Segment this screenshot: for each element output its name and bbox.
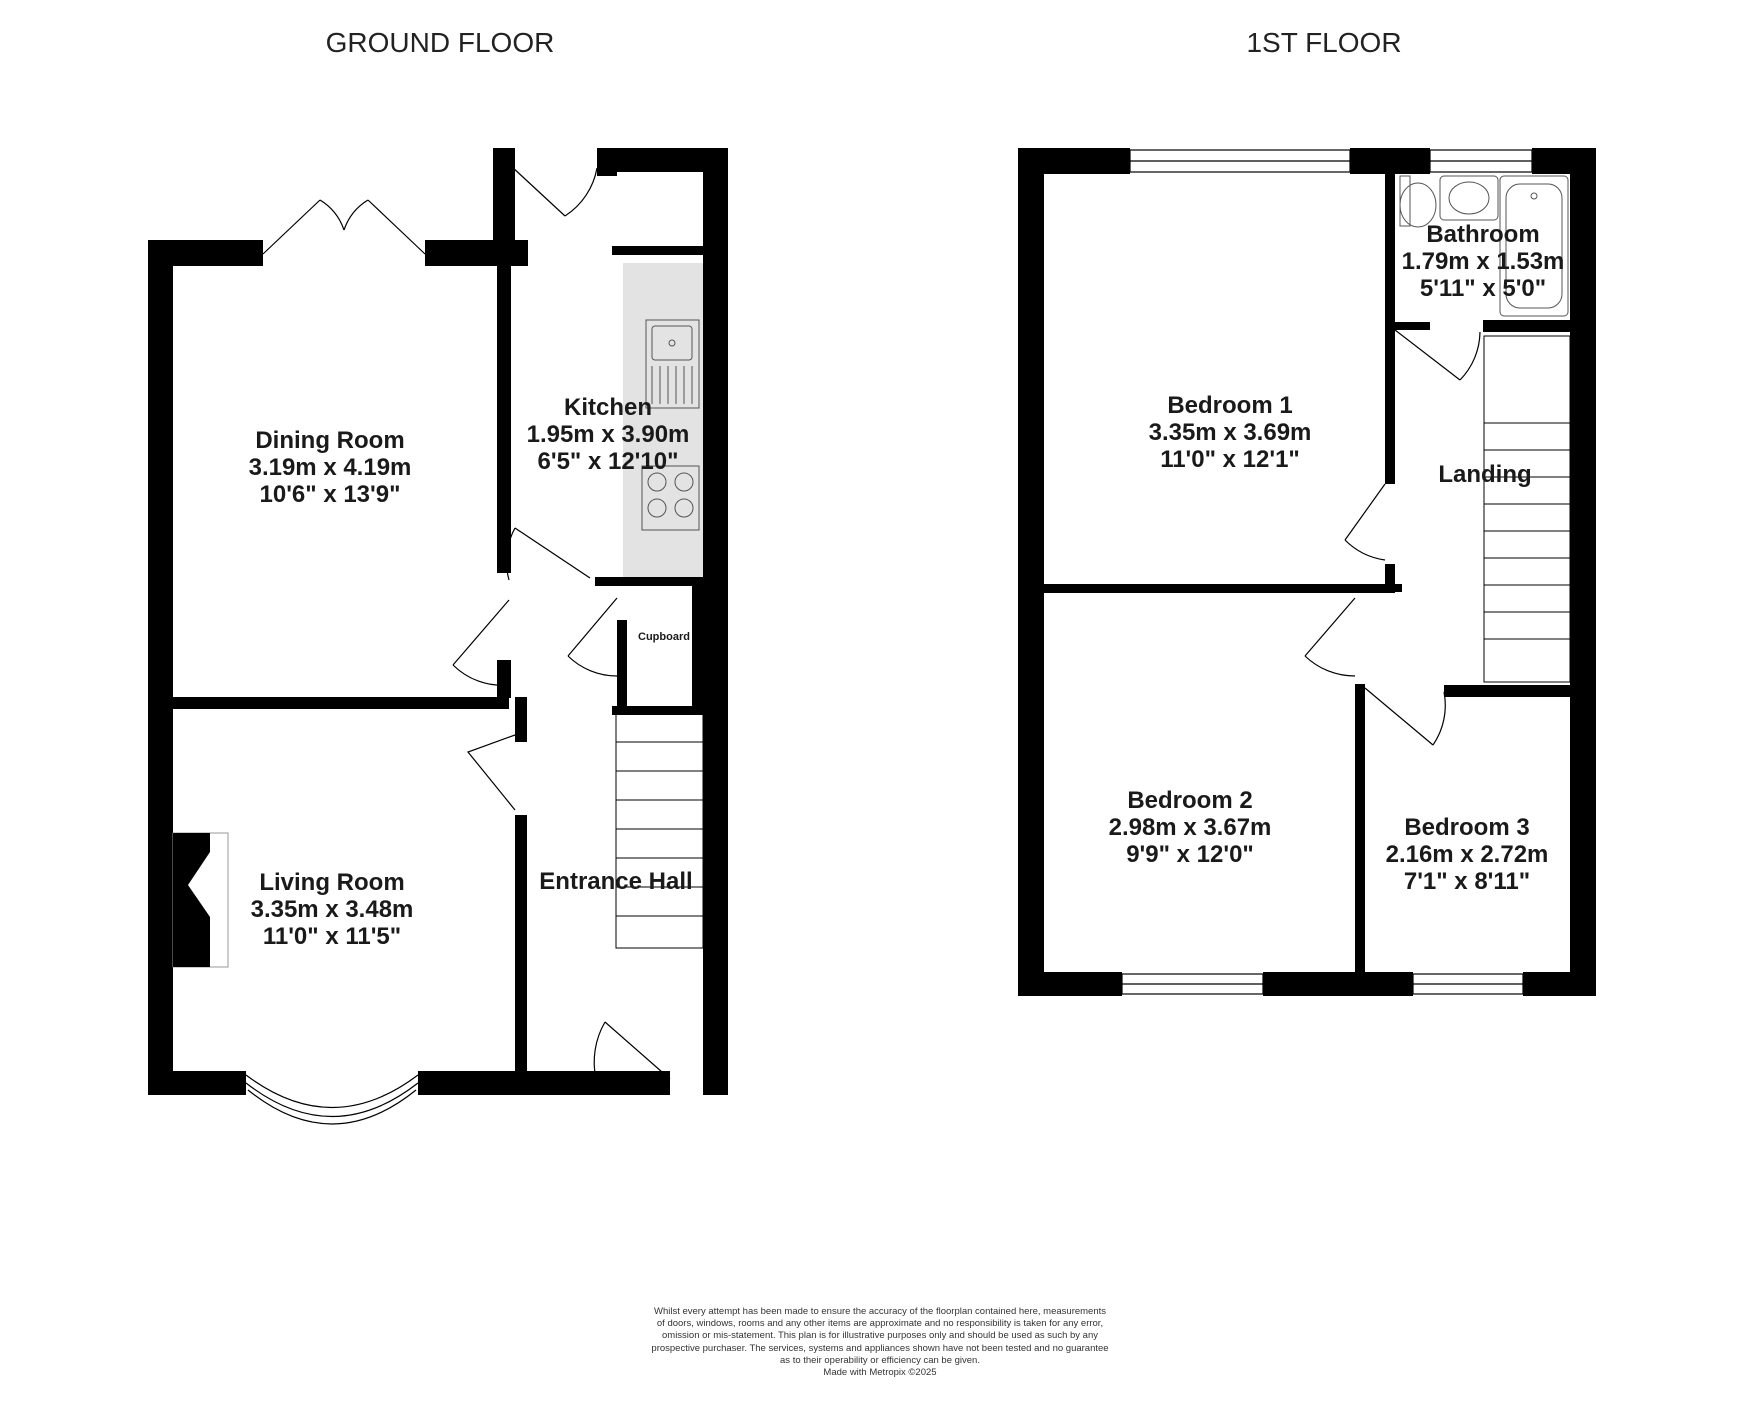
- svg-text:6'5" x 12'10": 6'5" x 12'10": [537, 448, 679, 475]
- landing-label: Landing: [1438, 461, 1532, 488]
- entrance-hall-label: Entrance Hall: [539, 868, 693, 895]
- svg-text:9'9" x 12'0": 9'9" x 12'0": [1126, 841, 1254, 868]
- svg-text:3.35m x 3.48m: 3.35m x 3.48m: [250, 896, 414, 923]
- svg-text:11'0" x 11'5": 11'0" x 11'5": [262, 923, 402, 950]
- svg-text:1.95m x 3.90m: 1.95m x 3.90m: [526, 421, 690, 448]
- bedroom-1-label: [1149, 392, 1312, 473]
- svg-text:Bedroom 2: Bedroom 2: [1127, 787, 1253, 814]
- bedroom-3-label: [1386, 814, 1549, 895]
- disclaimer-text: [560, 1306, 1200, 1379]
- svg-text:10'6" x 13'9": 10'6" x 13'9": [259, 481, 401, 508]
- ground-floor-stairs: [616, 713, 703, 948]
- bathroom-label: [1402, 221, 1565, 302]
- svg-text:2.98m x 3.67m: 2.98m x 3.67m: [1108, 814, 1272, 841]
- first-floor-stairs: [1484, 336, 1570, 682]
- living-room-label: [251, 869, 414, 950]
- svg-text:Kitchen: Kitchen: [563, 394, 653, 421]
- cupboard-label: Cupboard: [638, 631, 690, 643]
- svg-text:2.16m x 2.72m: 2.16m x 2.72m: [1385, 841, 1549, 868]
- svg-text:3.19m x 4.19m: 3.19m x 4.19m: [248, 454, 412, 481]
- svg-text:Bathroom: Bathroom: [1426, 221, 1540, 248]
- svg-text:5'11" x 5'0": 5'11" x 5'0": [1419, 275, 1547, 302]
- ground-floor-plan: [148, 148, 728, 1124]
- disclaimer-line: omission or mis-statement. This plan is for illustrative purposes only and should be used as such by any: [662, 1330, 1098, 1342]
- ground-floor-openings: [246, 166, 670, 1124]
- svg-text:3.35m x 3.69m: 3.35m x 3.69m: [1148, 419, 1312, 446]
- svg-text:Living Room: Living Room: [259, 869, 405, 896]
- svg-text:Bedroom 1: Bedroom 1: [1167, 392, 1293, 419]
- svg-text:7'1" x 8'11": 7'1" x 8'11": [1403, 868, 1531, 895]
- first-floor-plan: [1018, 148, 1596, 996]
- svg-text:Bedroom 3: Bedroom 3: [1404, 814, 1530, 841]
- disclaimer-line: as to their operability or efficiency can be given.: [780, 1354, 980, 1366]
- first-floor-title: 1ST FLOOR: [1246, 27, 1402, 58]
- disclaimer-line: Made with Metropix ©2025: [823, 1367, 937, 1379]
- dining-room-label: [249, 427, 412, 508]
- fireplace-icon: [173, 833, 228, 967]
- svg-text:Dining Room: Dining Room: [255, 427, 405, 454]
- ground-floor-title: GROUND FLOOR: [325, 27, 555, 58]
- bedroom-2-label: [1109, 787, 1272, 868]
- disclaimer-line: Whilst every attempt has been made to ensure the accuracy of the floorplan contained here, measurements: [653, 1306, 1107, 1317]
- svg-text:1.79m x 1.53m: 1.79m x 1.53m: [1401, 248, 1565, 275]
- svg-text:11'0" x 12'1": 11'0" x 12'1": [1160, 446, 1300, 473]
- disclaimer-line: of doors, windows, rooms and any other items are approximate and no responsibility is taken for any error,: [656, 1318, 1104, 1330]
- disclaimer-line: prospective purchaser. The services, systems and appliances shown have not been tested and no guarantee: [651, 1342, 1109, 1354]
